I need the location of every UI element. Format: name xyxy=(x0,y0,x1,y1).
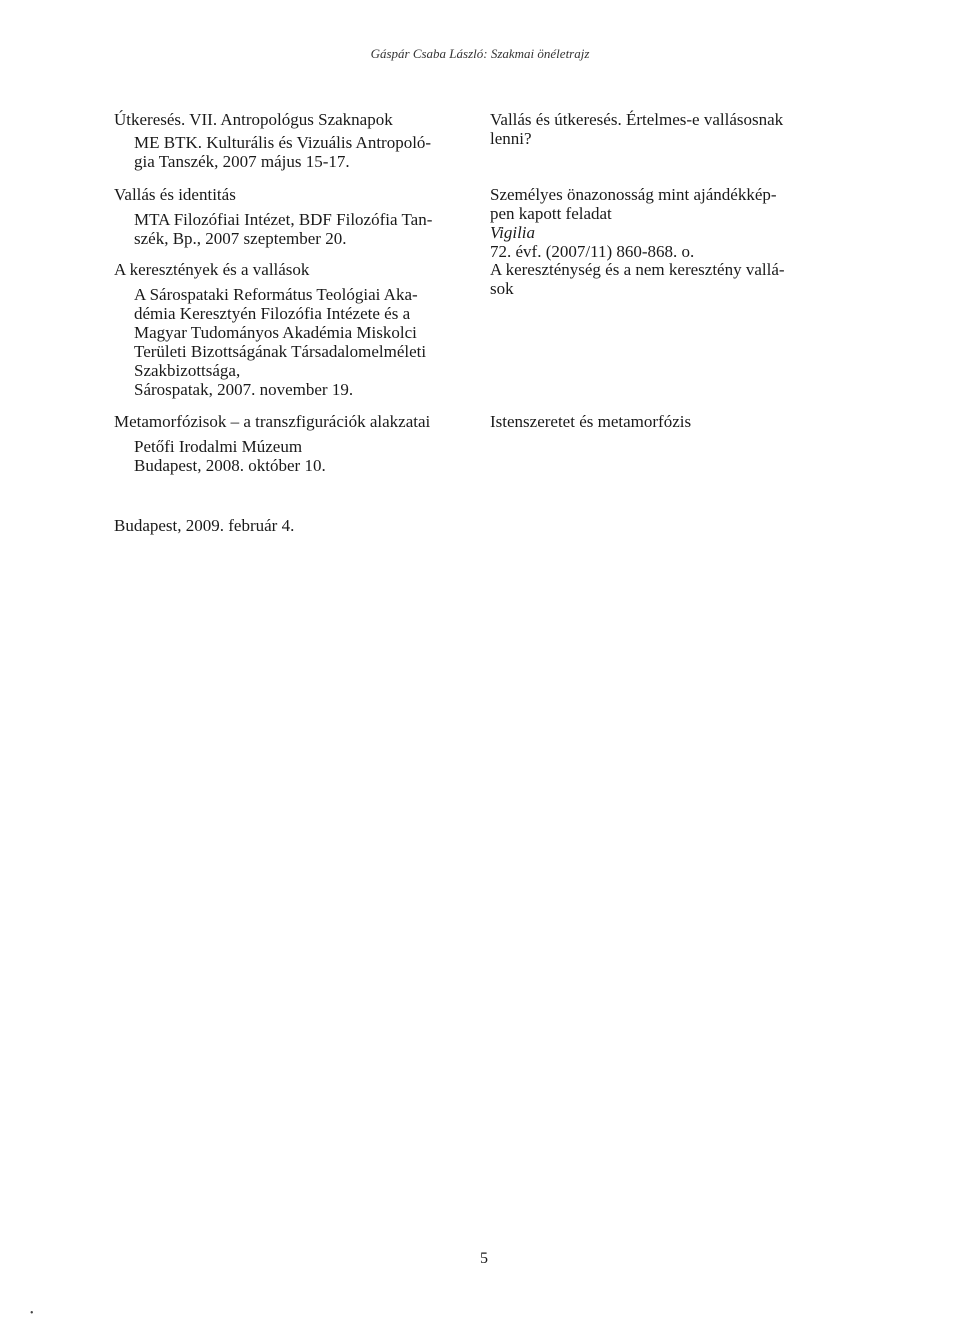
journal-citation xyxy=(490,223,835,261)
entry-details xyxy=(114,437,486,475)
scan-speck: • xyxy=(30,1308,34,1319)
page-header: Gáspár Csaba László: Szakmai önéletrajz xyxy=(370,46,590,61)
signoff-date: Budapest, 2009. február 4. xyxy=(114,516,295,535)
page-number: 5 xyxy=(480,1250,488,1267)
lecture-title-szemelyes xyxy=(490,185,835,261)
entry-title: Útkeresés. VII. Antropológus Szaknapok xyxy=(114,110,393,129)
lecture-title-utkereses xyxy=(490,110,835,148)
lecture-line: sok xyxy=(490,279,514,298)
detail-line: Szakbizottsága, xyxy=(134,361,241,380)
detail-line: Területi Bizottságának Társadalomelméleti xyxy=(134,342,427,361)
lecture-line: Vallás és útkeresés. Értelmes-e vallásosnak xyxy=(490,110,784,129)
detail-line: Magyar Tudományos Akadémia Miskolci xyxy=(134,323,417,342)
detail-line: szék, Bp., 2007 szeptember 20. xyxy=(134,229,347,248)
detail-line: MTA Filozófiai Intézet, BDF Filozófia Tan- xyxy=(134,210,433,229)
entry-utkereses xyxy=(114,110,486,171)
lecture-title-keresztenyseg xyxy=(490,260,835,298)
lecture-line: Személyes önazonosság mint ajándékkép- xyxy=(490,185,777,204)
detail-line: démia Keresztyén Filozófia Intézete és a xyxy=(134,304,411,323)
detail-line: A Sárospataki Református Teológiai Aka- xyxy=(134,285,418,304)
lecture-line: Istenszeretet és metamorfózis xyxy=(490,412,692,431)
detail-line: Sárospatak, 2007. november 19. xyxy=(134,380,354,399)
detail-line: Petőfi Irodalmi Múzeum xyxy=(134,437,303,456)
lecture-line: lenni? xyxy=(490,129,532,148)
entry-metamorfozisok xyxy=(114,412,486,475)
detail-line: ME BTK. Kulturális és Vizuális Antropoló- xyxy=(134,133,432,152)
entry-title: Metamorfózisok – a transzfigurációk alakzatai xyxy=(114,412,431,431)
entry-title: A keresztények és a vallások xyxy=(114,260,310,279)
entry-vallas-identitas xyxy=(114,185,486,248)
entry-keresztenyek xyxy=(114,260,486,399)
entry-details xyxy=(114,133,486,171)
lecture-title-istenszeretet xyxy=(490,412,835,431)
detail-line: gia Tanszék, 2007 május 15-17. xyxy=(134,152,350,171)
journal-name: Vigilia xyxy=(490,223,536,242)
lecture-line: pen kapott feladat xyxy=(490,204,612,223)
lecture-line: A kereszténység és a nem keresztény vallá- xyxy=(490,260,785,279)
detail-line: Budapest, 2008. október 10. xyxy=(134,456,326,475)
entry-title: Vallás és identitás xyxy=(114,185,236,204)
journal-issue: 72. évf. (2007/11) 860-868. o. xyxy=(490,242,695,261)
entry-details xyxy=(114,285,486,399)
entry-details xyxy=(114,210,486,248)
